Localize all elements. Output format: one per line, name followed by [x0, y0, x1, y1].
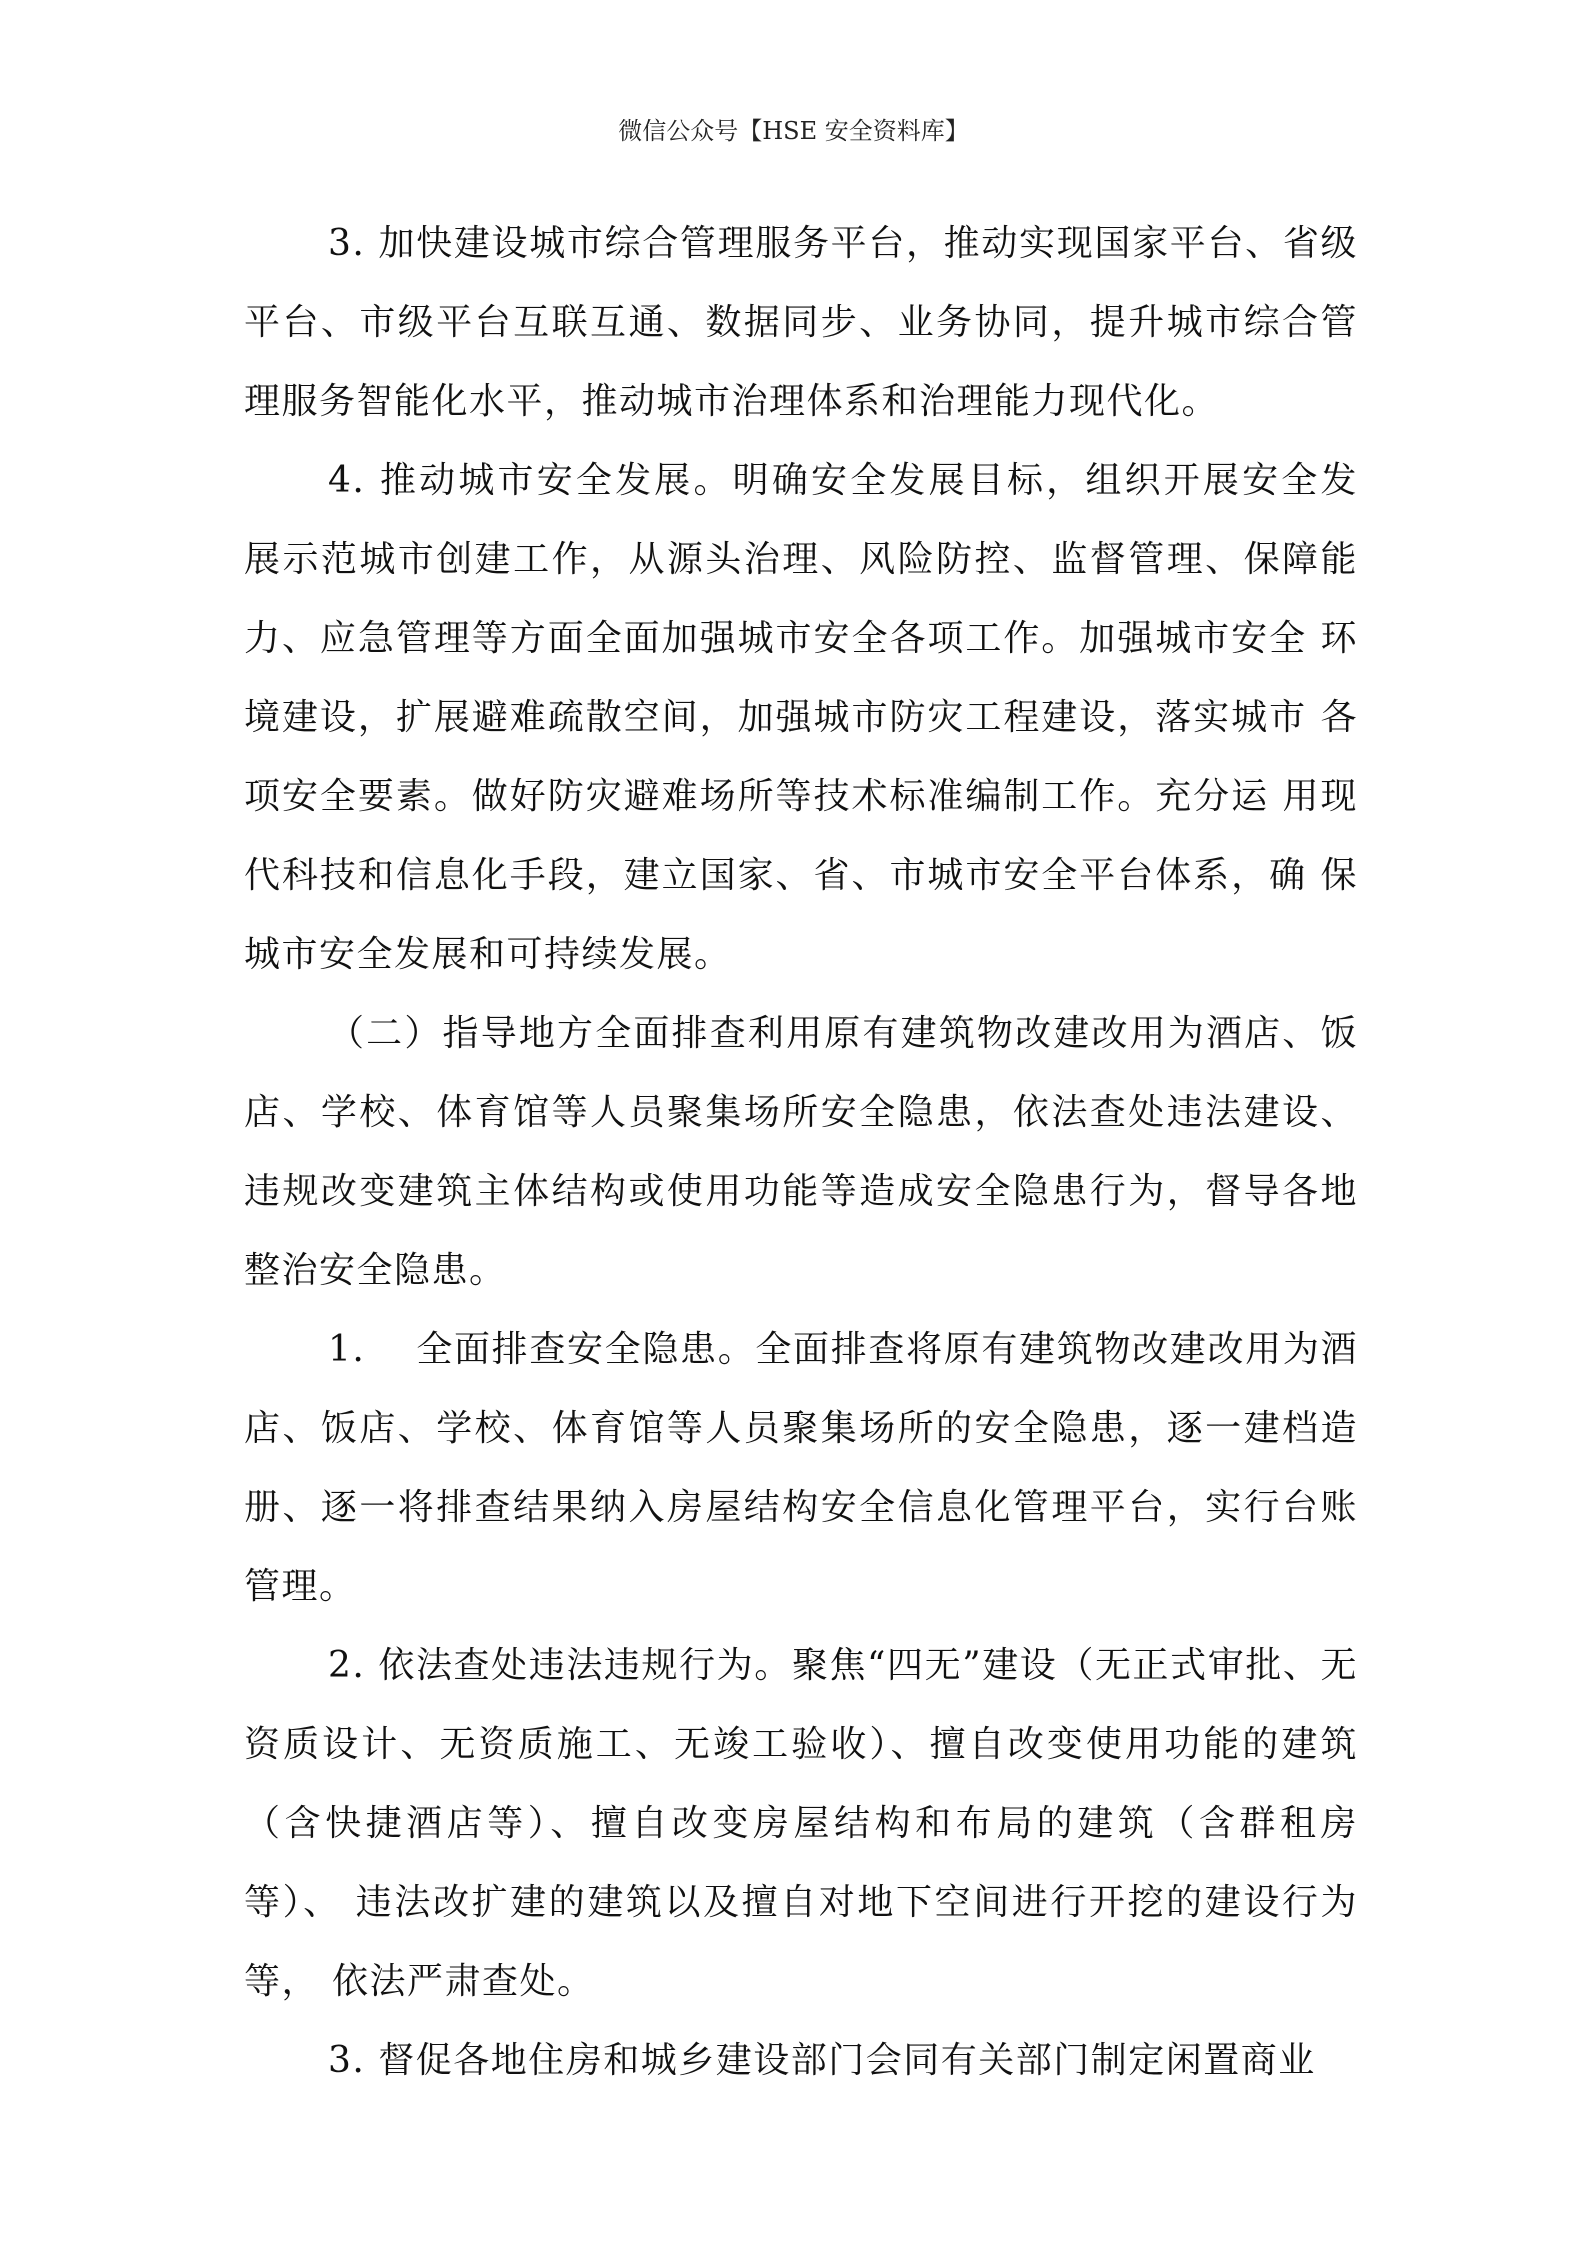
page-header-source: 微信公众号【HSE 安全资料库】 [618, 117, 969, 145]
paragraph-item-1-inspection: 1. 全面排查安全隐患。全面排查将原有建筑物改建改用为酒店、饭店、学校、体育馆等人员聚集场所的安全隐患，逐一建档造 册、逐一将排查结果纳入房屋结构安全信息化管理平台，实行台账 管理。 [244, 1329, 1358, 1607]
paragraph-section-2-heading: （二）指导地方全面排查利用原有建筑物改建改用为酒店、饭店、学校、体育馆等人员聚集场所安全隐患，依法查处违法建设、违规改变建筑主体结构或使用功能等造成安全隐患行为，督导各地 整治安全隐患。 [244, 1013, 1358, 1291]
paragraph-item-3-supervision: 3. 督促各地住房和城乡建设部门会同有关部门制定闲置商业 [328, 2040, 1316, 2081]
paragraph-item-3-platform: 3. 加快建设城市综合管理服务平台，推动实现国家平台、省级平台、市级平台互联互通、数据同步、业务协同，提升城市综合管理服务智能化水平，推动城市治理体系和治理能力现代化。 [244, 223, 1358, 422]
paragraph-item-2-enforcement: 2. 依法查处违法违规行为。聚焦“四无”建设（无正式审批、无资质设计、无资质施工、无竣工验收）、擅自改变使用功能的建筑 （含快捷酒店等）、擅自改变房屋结构和布局的建筑（含群租房等）、 违法改扩建的建筑以及擅自对地下空间进行开挖的建设行为等， 依法严肃查处。 [244, 1645, 1358, 2002]
paragraph-item-4-city-safety: 4. 推动城市安全发展。明确安全发展目标，组织开展安全发 展示范城市创建工作，从源头治理、风险防控、监督管理、保障能 力、应急管理等方面全面加强城市安全各项工作。加强城市安全 环境建设，扩展避难疏散空间，加强城市防灾工程建设，落实城市 各项安全要素。做好防灾避难场所等技术标准编制工作。充分运 用现代科技和信息化手段，建立国家、省、市城市安全平台体系，确 保城市安全发展和可持续发展。 [244, 460, 1358, 975]
document-body [244, 204, 1358, 2100]
